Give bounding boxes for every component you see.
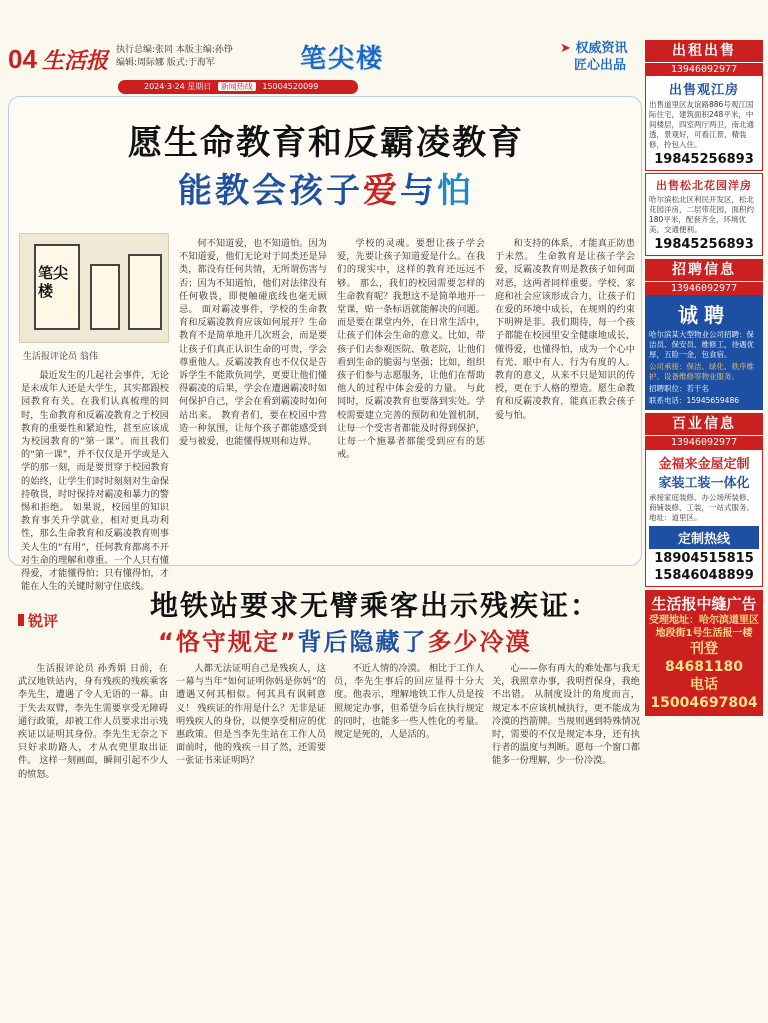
masthead xyxy=(0,0,640,82)
arrow-icon: ➤ xyxy=(560,41,571,56)
commentary-headline-line-2 xyxy=(158,622,532,657)
ad-listing-phone: 19845256893 xyxy=(654,237,754,252)
commentary-column-1-text: 生活报评论员 孙秀娟 日前，在武汉地铁站内，身有残疾的残疾乘客李先生，遭遇了令人无语的一幕。由于失去双臂，李先生需要享受无障碍通行政策，却被工作人员要求出示残疾证以证明其身份。李先生无奈之下只好求助路人，才从衣兜里取出证件。 这样一刻画面，瞬间引起不少人的愤怒。 xyxy=(18,663,168,780)
slogan-line-2: 匠心出品 xyxy=(574,58,627,73)
ad-section-recruit-tel: 13946092977 xyxy=(645,281,763,295)
decoration-ad-phone: 15846048899 xyxy=(654,568,754,583)
headline-line-2-part-a: 能教会孩子 xyxy=(178,171,363,211)
ad-section-business: 百业信息 xyxy=(645,413,763,435)
headline-line-2-part-b: 与 xyxy=(400,171,437,211)
lead-article xyxy=(8,96,642,593)
article-column-1-text: 最近发生的几起社会事件，无论是未成年人还是大学生，其实都跟校园教育有关。在我们认真梳理的同时，生命教育和反霸凌教育之于校园教育的重要性和紧迫性，甚至应该成为校园教育的“第一课”。而且我们的“第一课”，并不仅仅是开学或是入学的那一刻，而是要贯穿于校园教育的始终，让学生们时时刻刻对生命保持敬畏，时时保持对霸凌和暴力的警惕和拒绝。 如果说，校园里的知识教育事关升学就业，相对更具功利性，那么生命教育和反霸凌教育则事关人生的“有用”，任何教育都离不开对生命的理解和尊重。一个人只有懂得爱，才能懂得怕；只有懂得怕，才能在人生的关键时刻守住底线。 xyxy=(21,370,169,593)
ad-listing xyxy=(645,76,763,171)
illustration-building xyxy=(128,254,162,330)
slogan xyxy=(560,40,627,74)
commentary-headline-end: 多少冷漠 xyxy=(427,628,532,656)
recruit-text: 哈尔滨某大型物业公司招聘：保洁员、保安员、维修工，待遇优厚，五险一金，包食宿。 xyxy=(649,330,754,359)
promo-title: 生活报中缝广告 xyxy=(651,595,757,613)
dateline xyxy=(118,80,358,94)
article-column-1 xyxy=(21,369,169,593)
ad-listing xyxy=(645,173,763,256)
ad-listing-text: 出售道里区友谊路886号观江国际住宅，建筑面积248平米，中间楼层，四室两厅两卫，南北通透，景观好，可看江景，精装修，拎包入住。 xyxy=(649,100,754,149)
hotline-number: 15004520099 xyxy=(262,82,319,91)
commentary-column-1 xyxy=(18,662,168,1017)
decoration-ad-phone-label: 定制热线 xyxy=(649,526,759,549)
commentary-headline-middle: 背后隐藏了 xyxy=(297,628,428,656)
article-column-3 xyxy=(337,237,485,559)
recruit-text: 联系电话：15945659486 xyxy=(649,396,739,405)
decoration-ad-subtitle: 家装工装一体化 xyxy=(658,476,750,491)
page-number: 04 xyxy=(8,44,37,74)
article-column-3-text: 学校的灵魂。要想让孩子学会爱，先要让孩子知道爱是什么。在我们的现实中，这样的教育还远远不够。 那么，我们的校园需要怎样的生命教育呢？我想这不是简单地开一堂课，贴一条标语就能解决的问题。而是要在课堂内外，在日常生活中，让孩子们体会生命的意义。比如，带孩子们去参观医院、敬老院，让他们看到生命的脆弱与坚强；比如，组织孩子们参与志愿服务，让他们在帮助他人的过程中体会爱的力量。 与此同时，反霸凌教育也要落到实处。学校需要建立完善的预防和处置机制，让每一个受害者都能及时得到保护，让每一个施暴者都能受到应有的惩戒。 xyxy=(337,238,485,461)
ad-section-rental: 出租出售 xyxy=(645,40,763,62)
article-column-4 xyxy=(495,237,635,559)
editors-credit xyxy=(116,44,233,70)
ad-placement-promo xyxy=(645,590,763,716)
recruit-ad xyxy=(645,295,763,410)
classified-ads-column xyxy=(645,40,763,1020)
slogan-line-1: 权威资讯 xyxy=(575,41,628,56)
editors-line-1: 执行总编:张同 本版主编:孙铮 xyxy=(116,45,233,55)
commentary-column-3-text: 不近人情的冷漠。 相比于工作人员，李先生事后的回应显得十分大度。他表示，理解地铁工作人员是按照规定办事，但希望今后在执行规定的同时，也能多一些人性化的考量。 规定是死的，人是活的。 xyxy=(334,663,484,741)
ad-listing-title: 出售松北花园洋房 xyxy=(656,179,752,192)
illustration-text: 笔尖楼 xyxy=(38,264,69,300)
commentary-column-4 xyxy=(492,662,640,1017)
commentary-column-2-text: 人都无法证明自己是残疾人，这一幕与当年“如何证明你妈是你妈”的遭遇又何其相似。何其具有讽刺意义！ 残疾证的作用是什么？无非是证明残疾人的身份，以便享受相应的优惠政策。但是当李先生站在工作人员面前时，他的残疾一目了然，还需要一张证书来证明吗？ xyxy=(176,663,326,767)
article-column-2 xyxy=(179,237,327,559)
commentary-column-3 xyxy=(334,662,484,1017)
promo-phone: 电话 15004697804 xyxy=(650,677,758,711)
column-logo-illustration xyxy=(19,233,169,343)
decoration-ad-text: 承接家庭装修、办公场所装修、商铺装修、工装，一站式服务。地址：道里区。 xyxy=(649,493,754,522)
decoration-ad-title: 金福来金屋定制 xyxy=(658,457,750,472)
commentary-headline xyxy=(8,574,642,656)
decoration-ad-phone: 18904515815 xyxy=(654,551,754,566)
recruit-text: 公司承接：保洁、绿化、秩序维护、设备维修等物业服务。 xyxy=(649,362,754,381)
commentary-tag: 锐评 xyxy=(28,612,59,630)
editors-line-2: 编辑:周际娜 版式:于海军 xyxy=(116,58,215,68)
headline-line-1: 愿生命教育和反霸凌教育 xyxy=(128,123,524,163)
commentary-column-2 xyxy=(176,662,326,1017)
headline-fear: 怕 xyxy=(437,171,474,211)
ad-listing-title: 出售观江房 xyxy=(668,83,739,98)
article-column-2-text: 何不知道爱，也不知道怕。因为不知道爱，他们无论对于同类还是异类，都没有任何共情，无所谓伤害与否；因为不知道怕，他们对法律没有任何敬畏，即便触碰底线也毫无顾忌。 面对霸凌事件，学校的生命教育和反霸凌教育应该如何展开？生命教育不是简单地开几次班会，而是要让孩子们真正认识生命的可贵，学会尊重他人。反霸凌教育也不仅仅是告诉学生不能欺负同学，更要让他们懂得霸凌的后果，学会在遭遇霸凌时如何保护自己，学会在看到霸凌时如何站出来。 教育者们，要在校园中营造一种氛围，让每个孩子都能感受到爱与被爱，也能懂得规则和边界。 xyxy=(179,238,327,448)
headline-love: 爱 xyxy=(363,171,400,211)
article-column-4-text: 和支持的体系，才能真正防患于未然。 生命教育是让孩子学会爱，反霸凌教育则是教孩子如何面对恶，这两者同样重要。学校、家庭和社会应该形成合力，让孩子们在爱的环境中成长，在规则的约束下明辨是非。我们期待，每一个孩子都能在校园里安全健康地成长，懂得爱，也懂得怕，成为一个心中有光、眼中有人、行为有度的人。 教育的意义，从来不只是知识的传授，更在于人格的塑造。愿生命教育和反霸凌教育，能真正教会孩子爱与怕。 xyxy=(495,238,635,421)
paper-name: 生活报 xyxy=(42,48,109,74)
issue-date: 2024·3·24 星期日 xyxy=(144,82,212,91)
column-title: 笔尖楼 xyxy=(300,44,385,74)
recruit-title: 诚聘 xyxy=(678,303,730,327)
byline: 生活报评论员 翁伟 xyxy=(23,352,98,362)
hotline-label: 新闻热线 xyxy=(218,82,256,91)
commentary-headline-line-1: 地铁站要求无臂乘客出示残疾证： xyxy=(150,589,601,622)
illustration-building xyxy=(90,264,120,330)
ad-section-business-tel: 13946092977 xyxy=(645,435,763,449)
ad-section-recruit: 招聘信息 xyxy=(645,259,763,281)
commentary-headline-quote: “恪守规定” xyxy=(158,628,298,656)
recruit-text: 招聘职位：若干名 xyxy=(649,384,709,393)
headline-line-2 xyxy=(9,163,643,212)
promo-address: 受理地址：哈尔滨道里区地段街1号生活报一楼 xyxy=(649,615,759,639)
ad-listing-text: 哈尔滨松北区利民开发区，松北花园洋房，二层带花园，面积约180平米，配套齐全，环境优美，交通便利。 xyxy=(649,195,754,234)
decoration-ad xyxy=(645,449,763,587)
ad-listing-phone: 19845256893 xyxy=(654,152,754,167)
promo-phone: 刊登 84681180 xyxy=(665,641,743,675)
commentary-column-4-text: 心——你有再大的难处都与我无关，我照章办事，我明哲保身，我绝不出错。 从制度设计的角度而言，规定本不应该机械执行，更不能成为冷漠的挡箭牌。当规则遇到特殊情况时，需要的不仅是规定本身，还有执行者的温度与判断。愿每一个窗口都能多一份理解，少一份冷漠。 xyxy=(492,663,640,767)
ad-section-rental-tel: 13946092977 xyxy=(645,62,763,76)
